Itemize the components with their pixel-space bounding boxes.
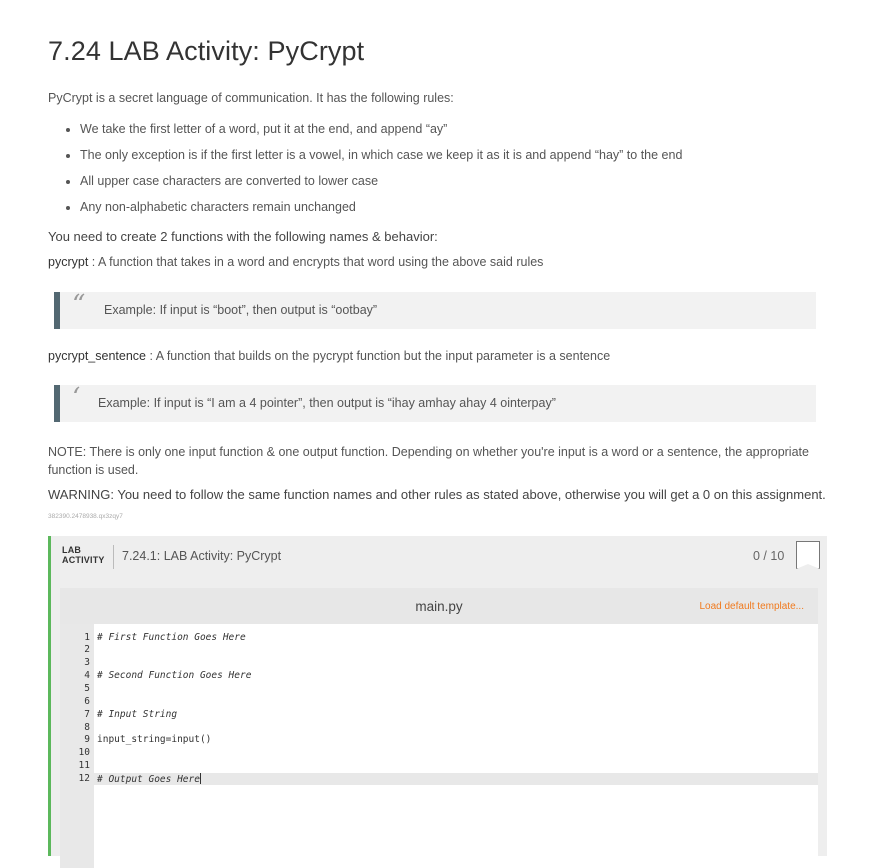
example-quote-2 [54,385,816,422]
lab-tag-line2: ACTIVITY [62,555,105,565]
fn2-name: pycrypt_sentence [48,349,146,363]
functions-intro: You need to create 2 functions with the following names & behavior: [48,229,438,244]
code-line[interactable] [60,747,818,759]
line-number: 2 [84,644,90,655]
code-editor [60,588,818,868]
quote-mark-icon: “ [72,290,86,320]
page-title: 7.24 LAB Activity: PyCrypt [48,36,365,66]
lab-tag-line1: LAB [62,545,82,555]
code-line[interactable] [60,696,818,708]
line-number: 4 [84,670,90,681]
load-default-template-link[interactable]: Load default template... [699,601,804,612]
example-quote-1 [54,292,816,329]
line-number: 10 [78,747,90,758]
editor-filename: main.py [415,599,463,614]
code-text-content: # Output Goes Here [97,774,200,785]
lab-header [51,536,827,576]
editor-body[interactable] [60,624,818,868]
code-text: # Input String [97,709,178,720]
quote-1-text: Example: If input is “boot”, then output is “ootbay” [104,303,378,317]
rule-item: • Any non-alphabetic characters remain unchanged [80,194,820,220]
text-cursor [200,773,201,784]
code-line[interactable] [60,734,818,746]
code-line[interactable] [60,683,818,695]
completion-badge-icon [796,541,820,569]
code-line[interactable] [60,760,818,772]
editor-header [60,588,818,624]
rule-item: • All upper case characters are converted to lower case [80,168,820,194]
content-id: 382390.2478938.qx3zqy7 [48,513,123,520]
code-line[interactable] [60,657,818,669]
line-number: 11 [78,760,90,771]
note-text: NOTE: There is only one input function & one output function. Depending on whether you're input is a word or a sentence, the appropriate function is used. [48,445,809,477]
divider [113,545,114,569]
warning-text: WARNING: You need to follow the same function names and other rules as stated above, otherwise you will get a 0 on this assignment. [48,487,826,502]
code-line-active[interactable] [60,773,818,785]
line-number: 12 [78,773,90,784]
line-number: 7 [84,709,90,720]
code-line[interactable] [60,722,818,734]
code-text: # First Function Goes Here [97,632,246,643]
fn1-name: pycrypt [48,255,89,269]
code-line[interactable] [60,632,818,644]
fn2-description [48,349,610,363]
lab-score: 0 / 10 [753,549,785,563]
code-text [97,773,201,786]
line-number: 9 [84,734,90,745]
rules-list [48,116,820,220]
line-number: 1 [84,632,90,643]
fn1-desc: : A function that takes in a word and encrypts that word using the above said rules [88,255,544,269]
rule-item: • We take the first letter of a word, put it at the end, and append “ay” [80,116,820,142]
code-line[interactable] [60,644,818,656]
fn1-description [48,255,543,269]
fn2-desc: : A function that builds on the pycrypt function but the input parameter is a sentence [145,349,611,363]
code-text: input_string=input() [97,734,212,745]
line-number: 3 [84,657,90,668]
intro-text: PyCrypt is a secret language of communication. It has the following rules: [48,91,454,105]
code-line[interactable] [60,670,818,682]
quote-mark-icon: ‘ [72,383,81,413]
line-number: 6 [84,696,90,707]
quote-2-text: Example: If input is “I am a 4 pointer”, then output is “ihay amhay ahay 4 ointerpay” [98,396,556,410]
lab-activity-panel [48,536,827,856]
lab-title: 7.24.1: LAB Activity: PyCrypt [122,549,282,563]
code-text: # Second Function Goes Here [97,670,252,681]
line-number: 5 [84,683,90,694]
lab-activity-tag [62,545,105,565]
code-line[interactable] [60,709,818,721]
line-number: 8 [84,722,90,733]
rule-item: • The only exception is if the first letter is a vowel, in which case we keep it as it is and append “hay” to the end [80,142,820,168]
